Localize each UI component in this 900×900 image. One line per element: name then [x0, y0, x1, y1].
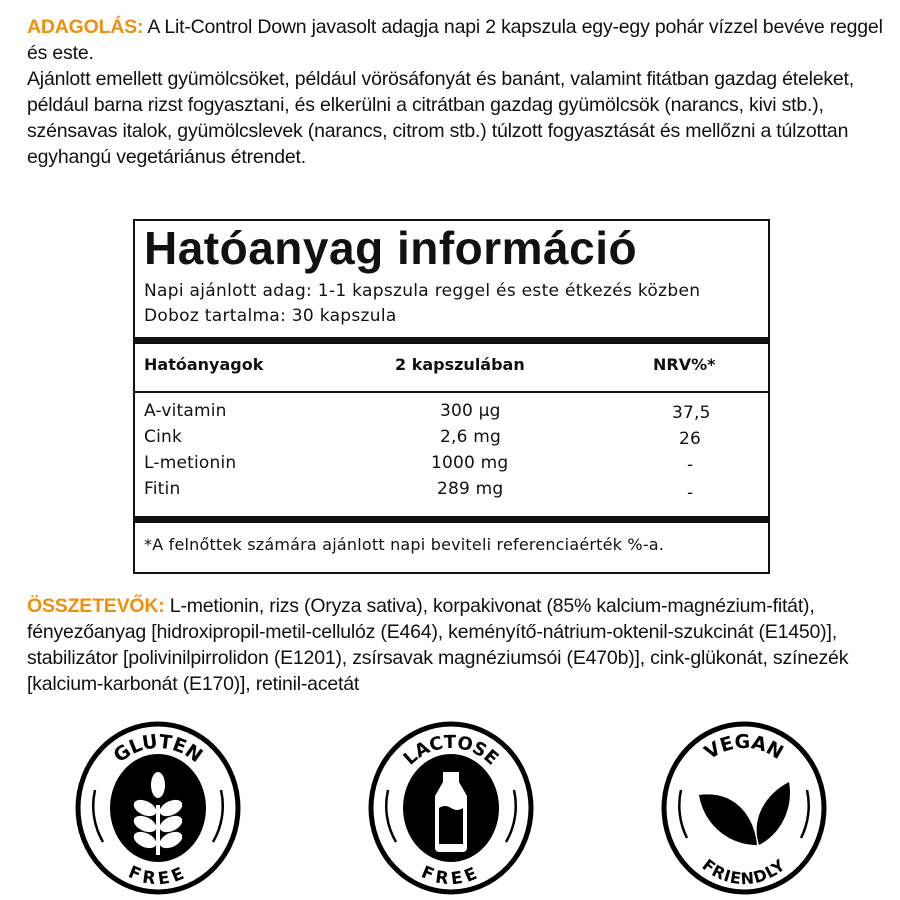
- badge-bottom-text: FREE: [125, 862, 191, 890]
- ingredients-text: L-metionin, rizs (Oryza sativa), korpakivonat (85% kalcium-magnézium-fitát), fényezőanyag [hidroxipropil-metil-cellulóz (E464), keményítő-nátrium-oktenil-szukcinát (E1450)], stabilizátor [polivinilpirrolidon (E1201), zsírsavak magnéziumsói (E470b)], cink-glükonát, színezék [kalcium-karbonát (E170)], retinil-acetát: [27, 595, 849, 695]
- dosage-paragraph: [27, 14, 887, 170]
- svg-text:FREE: [418, 862, 483, 889]
- cell-ingredient: L-metionin: [144, 453, 237, 473]
- daily-dose: Napi ajánlott adag: 1-1 kapszula reggel és este étkezés közben: [144, 281, 701, 301]
- svg-text:FREE: [125, 862, 190, 889]
- header-amount: 2 kapszulában: [395, 355, 525, 374]
- lactose-free-badge: [366, 720, 536, 895]
- svg-text:VEGAN: [701, 731, 787, 764]
- dosage-advice: Ajánlott emellett gyümölcsöket, például vörösáfonyát és banánt, valamint fitátban gazdag ételeket, például barna rizst fogyasztani, és elkerülni a citrátban gazdag gyümölcsök (narancs, kivi stb.), szénsavas italok, gyümölcslevek (narancs, citrom stb.) túlzott fogyasztását és mellőzni a túlzottan egyhangú vegetáriánus étrendet.: [27, 68, 854, 168]
- cell-amount: 289 mg: [437, 479, 504, 499]
- badge-bottom-text: FRIENDLY: [698, 855, 790, 889]
- cell-nrv: -: [687, 455, 694, 475]
- badge-top-text: VEGAN: [700, 730, 788, 764]
- ingredients-label: ÖSSZETEVŐK:: [27, 595, 165, 617]
- box-contents: Doboz tartalma: 30 kapszula: [144, 306, 397, 326]
- badge-bottom-text: FREE: [418, 862, 484, 890]
- header-ingredient: Hatóanyagok: [144, 355, 264, 374]
- gluten-free-badge: [73, 720, 243, 895]
- cell-amount: 300 µg: [440, 401, 501, 421]
- dosage-text: A Lit-Control Down javasolt adagja napi 2 kapszula egy-egy pohár vízzel bevéve reggel és este.: [27, 16, 883, 64]
- ingredients-paragraph: [27, 593, 887, 697]
- badge-top-text: LACTOSE: [399, 731, 503, 770]
- info-box-title: Hatóanyag információ: [144, 222, 638, 274]
- leaves-icon: [699, 782, 790, 845]
- cell-ingredient: Fitin: [144, 479, 181, 499]
- cell-nrv: 26: [679, 429, 702, 449]
- cell-nrv: 37,5: [672, 403, 711, 423]
- cell-amount: 1000 mg: [431, 453, 509, 473]
- footnote: *A felnőttek számára ajánlott napi beviteli referenciaérték %-a.: [144, 535, 665, 554]
- cell-amount: 2,6 mg: [440, 427, 501, 447]
- active-ingredient-info-box: [133, 219, 770, 574]
- header-nrv: NRV%*: [653, 355, 716, 374]
- divider: [135, 516, 768, 523]
- cell-ingredient: Cink: [144, 427, 183, 447]
- divider: [135, 391, 768, 393]
- vegan-friendly-badge: [659, 720, 829, 895]
- dosage-label: ADAGOLÁS:: [27, 16, 144, 38]
- divider: [135, 337, 768, 344]
- cell-nrv: -: [687, 483, 694, 503]
- cell-ingredient: A-vitamin: [144, 401, 227, 421]
- badge-top-text: GLUTEN: [109, 730, 207, 768]
